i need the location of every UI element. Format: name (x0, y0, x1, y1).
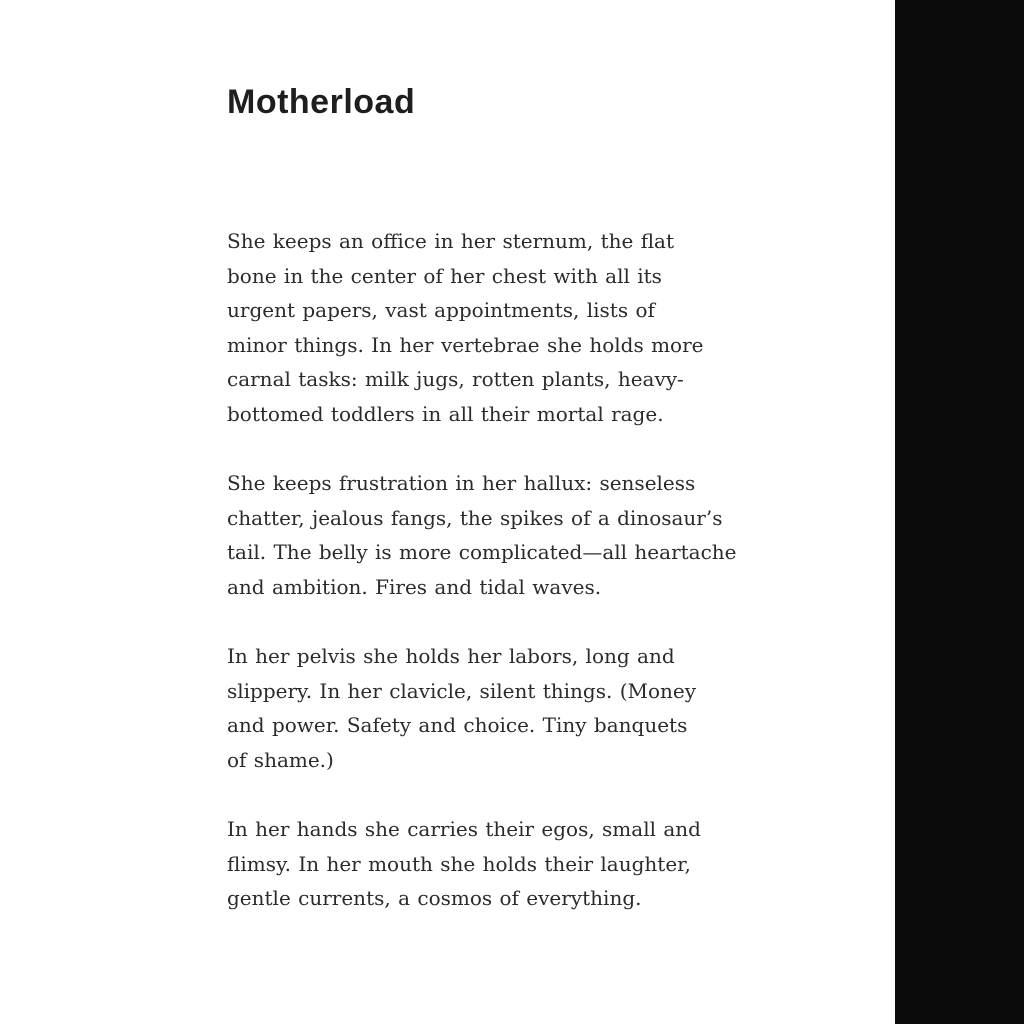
poem-line: slippery. In her clavicle, silent things. (Money (227, 678, 697, 703)
poem-line: She keeps an office in her sternum, the flat (227, 229, 675, 253)
poem-line: minor things. In her vertebrae she holds more (227, 332, 704, 357)
poem-stanza (227, 639, 847, 777)
poem-line: In her pelvis she holds her labors, long and (227, 644, 675, 669)
poem-stanza (227, 224, 847, 432)
poem-line: flimsy. In her mouth she holds their laughter, (227, 851, 691, 876)
poem-line: tail. The belly is more complicated—all heartache (227, 540, 737, 565)
poem-line: In her hands she carries their egos, small and (227, 817, 701, 842)
poem-line: bottomed toddlers in all their mortal rage. (227, 401, 664, 426)
poem-line: She keeps frustration in her hallux: senseless (227, 471, 696, 496)
poem-line: bone in the center of her chest with all its (227, 263, 662, 288)
poem-stanza (227, 812, 847, 916)
poem-title: Motherload (227, 83, 416, 121)
poem-line: chatter, jealous fangs, the spikes of a dinosaur’s (227, 505, 723, 530)
poem-line: and ambition. Fires and tidal waves. (227, 574, 602, 599)
poem-line: and power. Safety and choice. Tiny banquets (227, 713, 688, 738)
poem-stanza (227, 466, 847, 604)
poem-body (227, 224, 847, 916)
poem-line: of shame.) (227, 747, 334, 772)
poem-line: carnal tasks: milk jugs, rotten plants, heavy- (227, 367, 684, 392)
poem-line: urgent papers, vast appointments, lists of (227, 298, 655, 323)
page-edge-bar (895, 0, 1024, 1024)
poem-line: gentle currents, a cosmos of everything. (227, 886, 642, 911)
